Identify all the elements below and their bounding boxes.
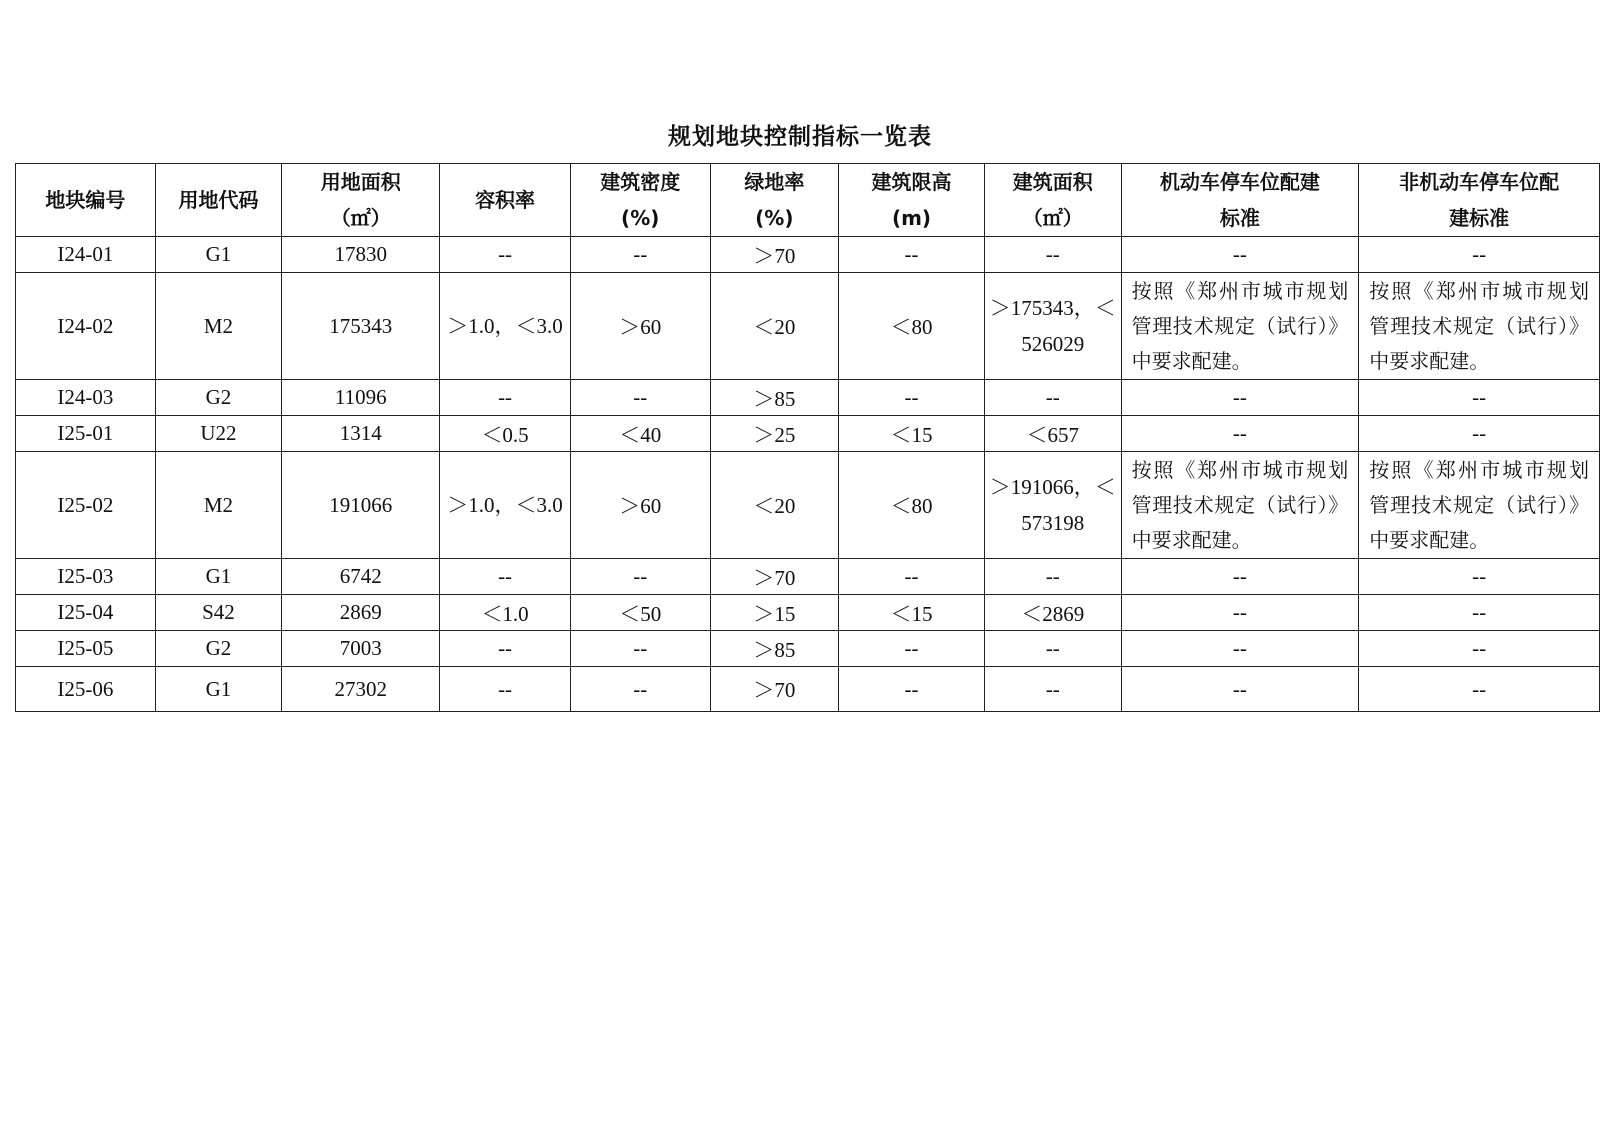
cell-plot-no: I25-03 [16,559,156,595]
cell-far: -- [440,631,571,667]
cell-height: ＜15 [839,416,985,452]
cell-land-code: G1 [155,667,281,712]
cell-land-area: 175343 [282,273,440,380]
header-bike-parking-line-2: 建标准 [1449,206,1510,230]
cell-floor-area: -- [984,631,1121,667]
cell-bike-parking: 按照《郑州市城市规划管理技术规定（试行）》中要求配建。 [1359,273,1600,380]
table-header-row [16,164,1600,237]
cell-car-parking: -- [1121,631,1359,667]
header-green-line-2: (%) [755,206,794,230]
cell-land-code: M2 [155,273,281,380]
cell-density: -- [570,631,710,667]
cell-green: ＜20 [710,452,839,559]
header-floor-area-line-1: 建筑面积 [1012,170,1093,194]
cell-plot-no: I24-01 [16,237,156,273]
cell-bike-parking: -- [1359,237,1600,273]
cell-bike-parking: 按照《郑州市城市规划管理技术规定（试行）》中要求配建。 [1359,452,1600,559]
table-row [16,273,1600,380]
cell-land-area: 7003 [282,631,440,667]
cell-height: -- [839,631,985,667]
header-land-area-line-2: （㎡） [330,206,391,230]
cell-far: ＜1.0 [440,595,571,631]
cell-plot-no: I25-05 [16,631,156,667]
cell-green: ＞85 [710,380,839,416]
header-height-line-1: 建筑限高 [871,170,952,194]
header-density [570,164,710,237]
cell-car-parking: 按照《郑州市城市规划管理技术规定（试行）》中要求配建。 [1121,452,1359,559]
cell-green: ＞70 [710,667,839,712]
cell-floor-area: ＜657 [984,416,1121,452]
page-title: 规划地块控制指标一览表 [668,124,932,150]
table-row [16,452,1600,559]
cell-car-parking: -- [1121,416,1359,452]
cell-far: ＞1.0，＜3.0 [440,452,571,559]
cell-green: ＞15 [710,595,839,631]
header-bike-parking-line-1: 非机动车停车位配 [1399,170,1560,194]
cell-height: ＜80 [839,273,985,380]
cell-density: ＜40 [570,416,710,452]
cell-car-parking: -- [1121,380,1359,416]
header-car-parking-line-1: 机动车停车位配建 [1159,170,1320,194]
cell-land-code: G2 [155,631,281,667]
cell-density: -- [570,380,710,416]
cell-density: -- [570,667,710,712]
cell-floor-area: ＞191066，＜573198 [984,452,1121,559]
cell-land-area: 6742 [282,559,440,595]
cell-density: -- [570,237,710,273]
cell-green: ＞85 [710,631,839,667]
header-green-line-1: 绿地率 [744,170,805,194]
cell-far: -- [440,380,571,416]
cell-floor-area: ＜2869 [984,595,1121,631]
header-density-line-1: 建筑密度 [600,170,681,194]
cell-land-code: G1 [155,559,281,595]
cell-bike-parking: -- [1359,595,1600,631]
cell-far: -- [440,667,571,712]
cell-car-parking: -- [1121,559,1359,595]
cell-height: -- [839,559,985,595]
cell-height: -- [839,237,985,273]
cell-far: -- [440,559,571,595]
cell-bike-parking: -- [1359,667,1600,712]
header-floor-area-line-2: （㎡） [1022,206,1083,230]
cell-bike-parking: -- [1359,380,1600,416]
cell-plot-no: I24-03 [16,380,156,416]
cell-floor-area: -- [984,667,1121,712]
cell-floor-area: -- [984,237,1121,273]
cell-height: ＜80 [839,452,985,559]
header-bike-parking [1359,164,1600,237]
cell-far: ＜0.5 [440,416,571,452]
table-row [16,416,1600,452]
cell-height: ＜15 [839,595,985,631]
cell-floor-area: -- [984,380,1121,416]
cell-land-area: 2869 [282,595,440,631]
cell-plot-no: I25-04 [16,595,156,631]
cell-car-parking: 按照《郑州市城市规划管理技术规定（试行）》中要求配建。 [1121,273,1359,380]
cell-floor-area: -- [984,559,1121,595]
cell-green: ＞70 [710,237,839,273]
cell-land-area: 27302 [282,667,440,712]
cell-land-code: U22 [155,416,281,452]
cell-density: ＞60 [570,273,710,380]
cell-plot-no: I25-02 [16,452,156,559]
header-land-area [282,164,440,237]
header-plot-no: 地块编号 [16,164,156,237]
table-row [16,631,1600,667]
cell-land-code: G1 [155,237,281,273]
header-land-area-line-1: 用地面积 [320,170,401,194]
table-row [16,595,1600,631]
header-far: 容积率 [440,164,571,237]
cell-land-code: S42 [155,595,281,631]
cell-density: ＜50 [570,595,710,631]
header-density-line-2: (%) [621,206,660,230]
cell-land-area: 11096 [282,380,440,416]
cell-height: -- [839,667,985,712]
cell-bike-parking: -- [1359,631,1600,667]
cell-density: -- [570,559,710,595]
cell-car-parking: -- [1121,237,1359,273]
header-green [710,164,839,237]
cell-height: -- [839,380,985,416]
cell-car-parking: -- [1121,595,1359,631]
cell-green: ＞70 [710,559,839,595]
cell-far: ＞1.0，＜3.0 [440,273,571,380]
control-index-table [15,163,1600,712]
cell-car-parking: -- [1121,667,1359,712]
table-row [16,237,1600,273]
header-height-line-2: (m) [891,206,932,230]
header-floor-area [984,164,1121,237]
header-car-parking [1121,164,1359,237]
cell-green: ＜20 [710,273,839,380]
cell-far: -- [440,237,571,273]
table-row [16,559,1600,595]
cell-bike-parking: -- [1359,416,1600,452]
table-row [16,380,1600,416]
table-row [16,667,1600,712]
cell-land-area: 1314 [282,416,440,452]
header-land-code: 用地代码 [155,164,281,237]
cell-floor-area: ＞175343，＜526029 [984,273,1121,380]
cell-land-area: 17830 [282,237,440,273]
cell-land-code: M2 [155,452,281,559]
header-car-parking-line-2: 标准 [1219,206,1260,230]
header-height [839,164,985,237]
cell-plot-no: I24-02 [16,273,156,380]
cell-green: ＞25 [710,416,839,452]
cell-plot-no: I25-06 [16,667,156,712]
cell-density: ＞60 [570,452,710,559]
cell-land-code: G2 [155,380,281,416]
cell-plot-no: I25-01 [16,416,156,452]
cell-bike-parking: -- [1359,559,1600,595]
cell-land-area: 191066 [282,452,440,559]
